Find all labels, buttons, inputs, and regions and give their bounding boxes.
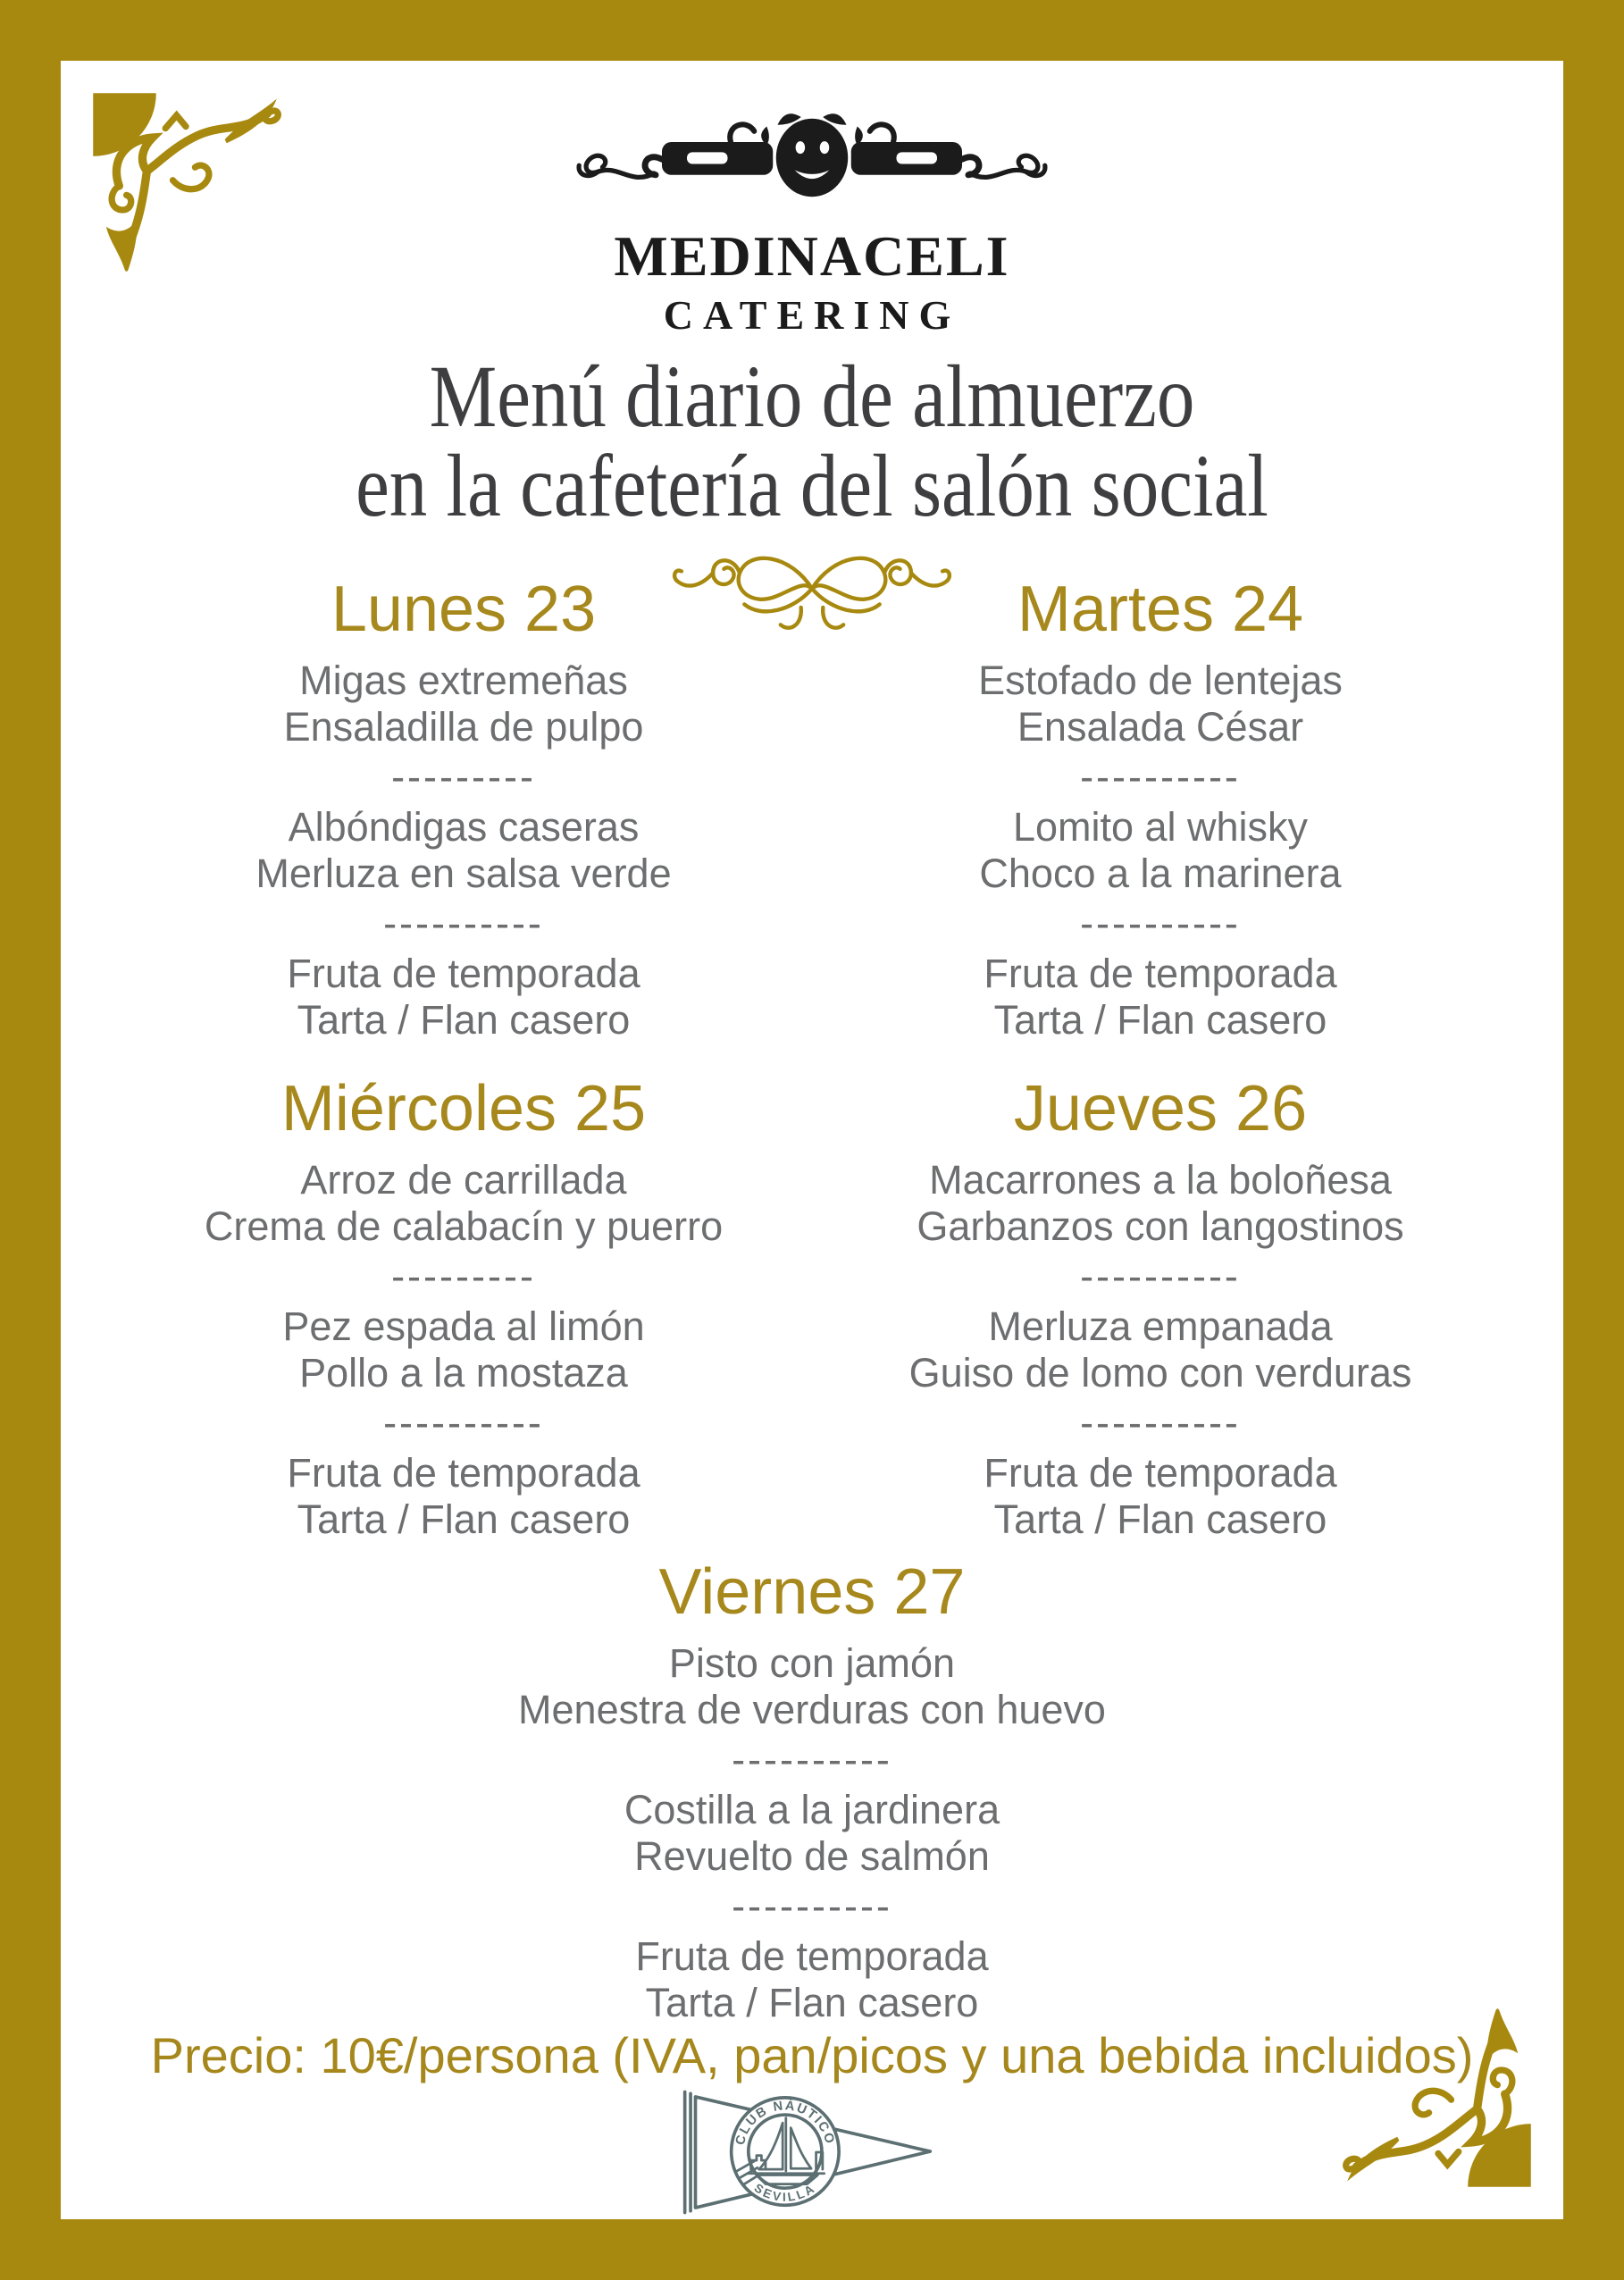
menu-item: Garbanzos con langostinos xyxy=(917,1203,1404,1249)
page-title-line1: Menú diario de almuerzo xyxy=(429,347,1195,446)
separator-dashes: ---------- xyxy=(1080,1253,1241,1299)
pennant-text-top: CLUB NÁUTICO xyxy=(732,2099,837,2147)
menu-item: Ensalada César xyxy=(1017,704,1304,750)
menu-item: Fruta de temporada xyxy=(287,1450,640,1496)
menu-item: Revuelto de salmón xyxy=(634,1833,990,1879)
day-title: Martes 24 xyxy=(1017,574,1304,645)
menu-item: Tarta / Flan casero xyxy=(645,1980,979,2025)
menu-item: Fruta de temporada xyxy=(287,951,640,996)
menu-item: Pisto con jamón xyxy=(668,1640,956,1686)
menu-item: Lomito al whisky xyxy=(1012,804,1309,850)
menu-item: Choco a la marinera xyxy=(979,851,1342,896)
menu-day-section-jueves xyxy=(812,1074,1509,1543)
separator-dashes: ---------- xyxy=(732,1883,892,1929)
menu-item: Fruta de temporada xyxy=(635,1933,989,1979)
price-line: Precio: 10€/persona (IVA, pan/picos y una bebida incluidos) xyxy=(150,2027,1474,2083)
menu-item: Estofado de lentejas xyxy=(978,658,1343,703)
menu-day-section-martes xyxy=(812,574,1509,1044)
day-title: Jueves 26 xyxy=(1013,1073,1308,1144)
pennant-text-bottom: SEVILLA xyxy=(751,2181,819,2204)
separator-dashes: ---------- xyxy=(383,901,544,946)
brand-name: MEDINACELI xyxy=(614,224,1010,288)
page-title xyxy=(61,347,1563,535)
menu-item: Arroz de carrillada xyxy=(300,1157,627,1203)
menu-day-section-lunes xyxy=(115,574,812,1044)
separator-dashes: --------- xyxy=(391,754,536,800)
page-title-line2: en la cafetería del salón social xyxy=(356,436,1268,535)
day-title: Lunes 23 xyxy=(331,574,597,645)
separator-dashes: ---------- xyxy=(1080,754,1241,800)
menu-item: Tarta / Flan casero xyxy=(297,997,631,1043)
engraving-ornament-icon xyxy=(544,98,1080,223)
menu-item: Merluza en salsa verde xyxy=(255,851,672,896)
menu-item: Pollo a la mostaza xyxy=(299,1350,628,1396)
corner-flourish-icon xyxy=(88,88,282,282)
menu-item: Macarrones a la boloñesa xyxy=(929,1157,1392,1203)
menu-item: Merluza empanada xyxy=(988,1303,1333,1349)
club-nautico-pennant-logo xyxy=(674,2087,950,2217)
menu-item: Pez espada al limón xyxy=(282,1303,645,1349)
menu-item: Fruta de temporada xyxy=(984,1450,1337,1496)
separator-dashes: ---------- xyxy=(1080,901,1241,946)
menu-item: Guiso de lomo con verduras xyxy=(908,1350,1412,1396)
menu-item: Tarta / Flan casero xyxy=(993,1496,1327,1542)
separator-dashes: ---------- xyxy=(383,1400,544,1446)
menu-item: Fruta de temporada xyxy=(984,951,1337,996)
menu-item: Tarta / Flan casero xyxy=(993,997,1327,1043)
menu-content xyxy=(61,61,1563,2219)
menu-item: Costilla a la jardinera xyxy=(624,1787,1000,1832)
menu-day-section-miercoles xyxy=(115,1074,812,1543)
separator-dashes: --------- xyxy=(391,1253,536,1299)
menu-item: Ensaladilla de pulpo xyxy=(283,704,644,750)
menu-item: Migas extremeñas xyxy=(299,658,628,703)
corner-flourish-icon xyxy=(1342,1998,1536,2192)
menu-item: Tarta / Flan casero xyxy=(297,1496,631,1542)
menu-day-section-viernes xyxy=(61,1557,1563,2026)
brand-subtitle: CATERING xyxy=(663,292,961,338)
day-title: Miércoles 25 xyxy=(280,1073,647,1144)
menu-item: Albóndigas caseras xyxy=(288,804,640,850)
menu-grid xyxy=(115,574,1509,1543)
separator-dashes: ---------- xyxy=(1080,1400,1241,1446)
menu-item: Menestra de verduras con huevo xyxy=(518,1687,1106,1732)
separator-dashes: ---------- xyxy=(732,1737,892,1782)
day-title: Viernes 27 xyxy=(658,1556,966,1628)
menu-item: Crema de calabacín y puerro xyxy=(204,1203,724,1249)
